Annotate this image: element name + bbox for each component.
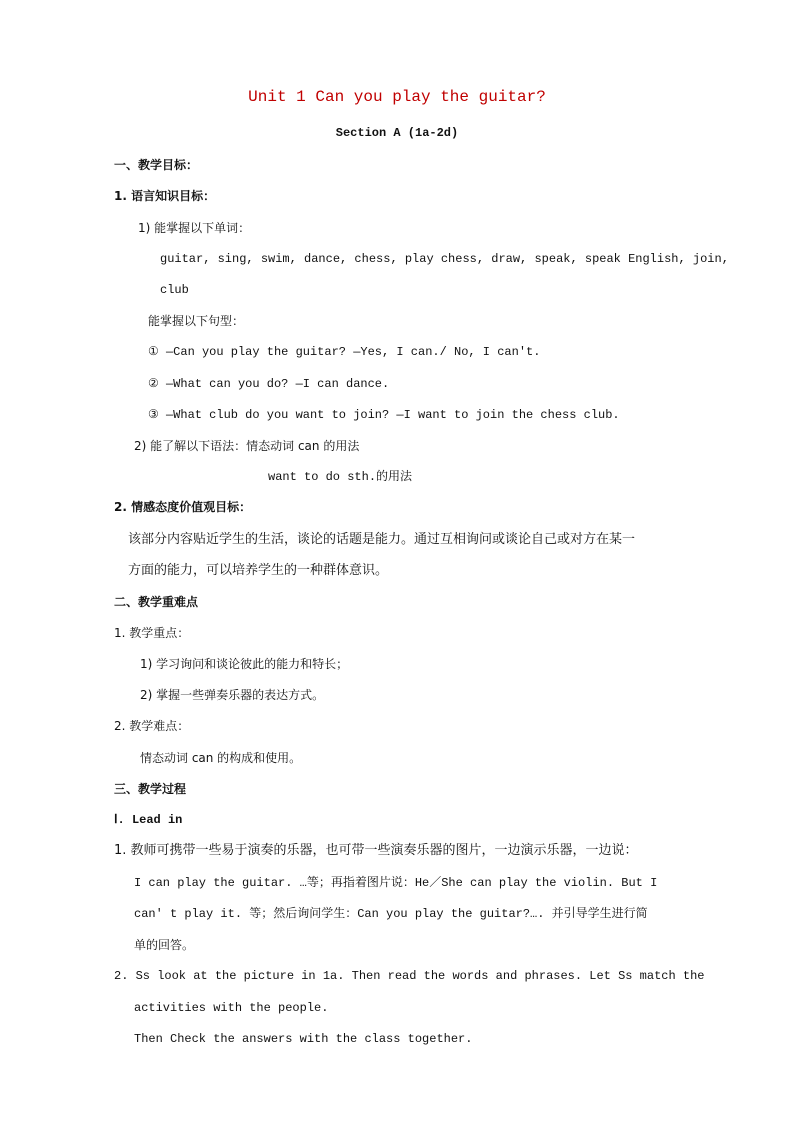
procedure-line: 1. 教师可携带一些易于演奏的乐器，也可带一些演奏乐器的图片，一边演示乐器，一边说： [114, 843, 638, 858]
key-point-item: 2) 掌握一些弹奏乐器的表达方式。 [140, 688, 325, 702]
page-subtitle: Section A (1a-2d) [335, 126, 459, 140]
key-point-item: 1) 学习询问和谈论彼此的能力和特长； [140, 657, 349, 671]
section-heading-objectives: 一、教学目标： [114, 158, 199, 172]
difficulty-text: 情态动词 can 的构成和使用。 [140, 751, 302, 765]
procedure-line: 2. Ss look at the picture in 1a. Then read the words and phrases. Let Ss match the [114, 969, 705, 983]
section-heading-key-points: 二、教学重难点 [114, 595, 199, 609]
procedure-line: activities with the people. [134, 1001, 329, 1015]
sentence-pattern: ① —Can you play the guitar? —Yes, I can./ No, I can't. [148, 345, 541, 359]
item-words-label: 1) 能掌握以下单词： [138, 221, 251, 235]
item-grammar: 2) 能了解以下语法：情态动词 can 的用法 [134, 439, 360, 453]
paragraph-line: 方面的能力，可以培养学生的一种群体意识。 [128, 563, 389, 578]
procedure-line: Then Check the answers with the class together. [134, 1032, 473, 1046]
procedure-line: can' t play it. 等；然后询问学生：Can you play the guitar?…. 并引导学生进行简 [134, 907, 648, 921]
section-heading-procedure: 三、教学过程 [114, 782, 187, 796]
subsection-attitude: 2. 情感态度价值观目标： [114, 500, 252, 514]
paragraph-line: 该部分内容贴近学生的生活，谈论的话题是能力。通过互相询问或谈论自己或对方在某一 [128, 532, 636, 547]
item-grammar-2: want to do sth.的用法 [268, 470, 413, 484]
sentence-pattern: ③ —What club do you want to join? —I want to join the chess club. [148, 408, 620, 422]
subsection-difficulty: 2. 教学难点： [114, 719, 190, 733]
sentence-patterns-label: 能掌握以下句型： [148, 314, 245, 328]
vocabulary-line: guitar, sing, swim, dance, chess, play chess, draw, speak, speak English, join, [160, 252, 729, 266]
vocabulary-line: club [160, 283, 189, 297]
step-heading-lead-in: Ⅰ. Lead in [114, 813, 183, 827]
sentence-pattern: ② —What can you do? —I can dance. [148, 377, 390, 391]
procedure-line: I can play the guitar. …等；再指着图片说：He／She can play the violin. But I [134, 876, 658, 890]
procedure-line: 单的回答。 [134, 938, 195, 952]
subsection-key-point: 1. 教学重点： [114, 626, 190, 640]
subsection-language-knowledge: 1. 语言知识目标： [114, 189, 216, 203]
page-title: Unit 1 Can you play the guitar? [248, 88, 546, 106]
